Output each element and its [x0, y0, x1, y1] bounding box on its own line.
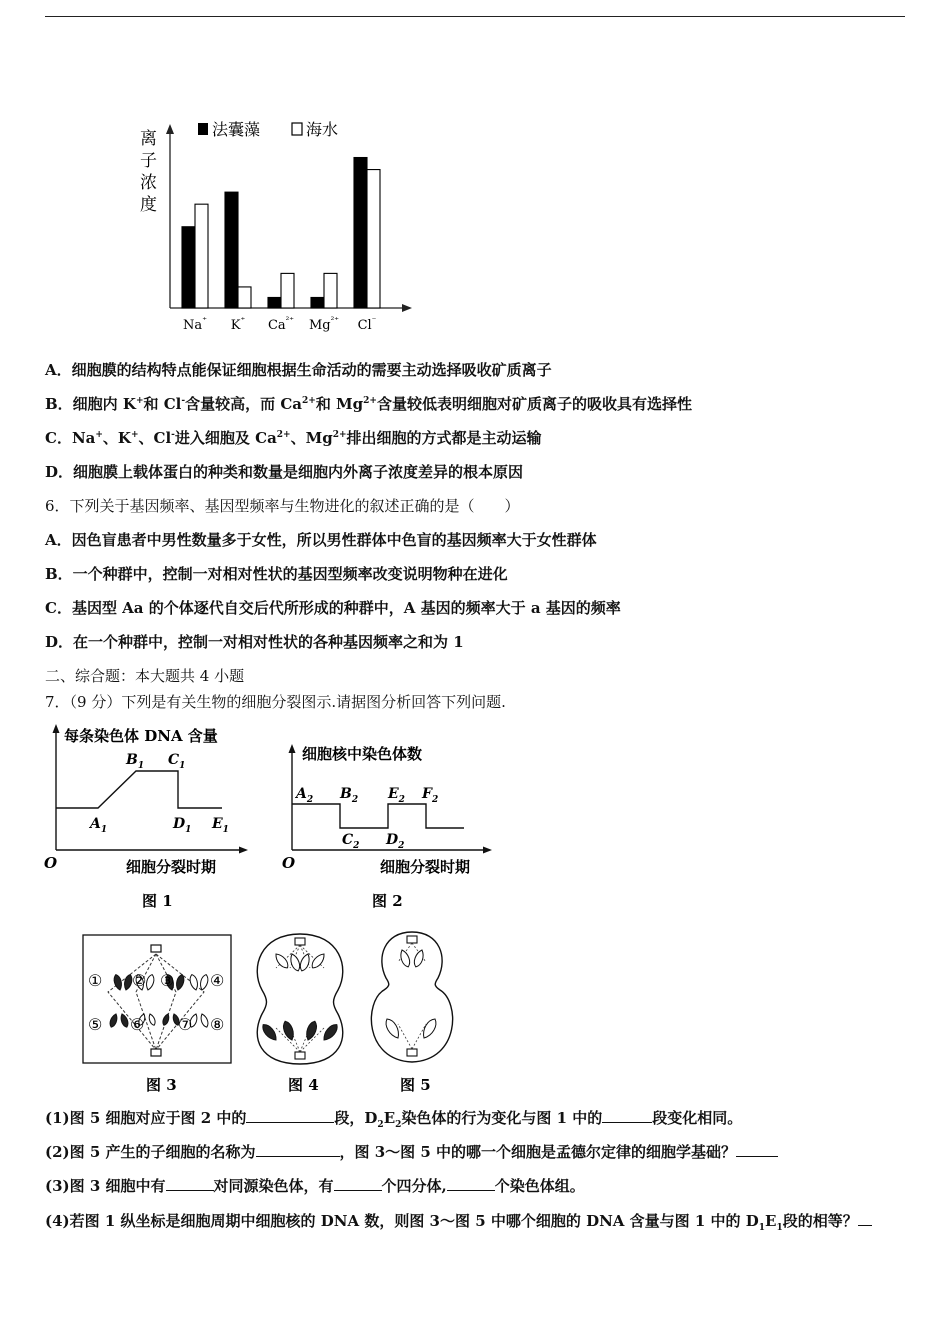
- q5c-sup-3: -: [171, 430, 175, 440]
- point-label: $E_2$: [388, 786, 405, 805]
- q5c-text-1: C．Na: [45, 429, 96, 447]
- q5b-text-5: 含量较低表明细胞对矿质离子的吸收具有选择性: [376, 395, 692, 413]
- q7-1-text-1: (1)图 5 细胞对应于图 2 中的: [45, 1109, 247, 1127]
- q7-1-blank-2[interactable]: [602, 1108, 652, 1123]
- point-label: $C_1$: [168, 752, 186, 771]
- x-tick-label: $Mg^{^{2+}}$: [309, 316, 339, 333]
- q6-option-d: D．在一个种群中，控制一对相对性状的各种基因频率之和为 1: [45, 633, 464, 651]
- chart-x-arrow: [402, 304, 412, 312]
- q5b-text-2: 和 Cl: [143, 395, 182, 413]
- point-label: $D_1$: [173, 816, 192, 835]
- fig2-x-arrow: [483, 847, 492, 854]
- figure-2: [280, 738, 510, 918]
- q7-4-text-2: E: [765, 1212, 777, 1230]
- q7-3-text-4: 个染色体组。: [494, 1177, 585, 1195]
- point-label: $A_1$: [90, 816, 108, 835]
- legend-swatch-filled: [198, 123, 208, 135]
- q7-4-sub-1: 1: [758, 1223, 766, 1233]
- q7-stem: 7．（9 分）下列是有关生物的细胞分裂图示.请据图分析回答下列问题.: [45, 693, 506, 711]
- bar-seawater-4: [367, 170, 380, 308]
- fig2-ylabel: 细胞核中染色体数: [302, 745, 423, 763]
- q7-2-text-2: ，图 3～图 5 中的哪一个细胞是孟德尔定律的细胞学基础？: [339, 1143, 737, 1161]
- figure-1: [40, 718, 260, 918]
- q5c-text-2: 、K: [102, 429, 131, 447]
- fig1-ylabel: 每条染色体 DNA 含量: [64, 727, 218, 745]
- q7-2-blank-1[interactable]: [256, 1142, 340, 1157]
- fig2-y-arrow: [289, 744, 296, 753]
- point-label: $D_2$: [386, 832, 405, 851]
- q5b-text-1: B．细胞内 K: [45, 395, 136, 413]
- fig1-y-arrow: [53, 724, 60, 733]
- fig4-caption: 图 4: [288, 1076, 319, 1094]
- q5c-sup-1: +: [95, 430, 103, 440]
- fig5-centriole-bottom: [407, 1049, 417, 1056]
- q5c-text-3: 、Cl: [138, 429, 172, 447]
- fig2-origin: O: [282, 854, 296, 872]
- legend-label-1: 法囊藻: [212, 120, 261, 139]
- x-tick-label: Na⁺: [183, 316, 207, 333]
- q6-stem: 6．下列关于基因频率、基因型频率与生物进化的叙述正确的是（ ）: [45, 497, 520, 515]
- q6-option-b: B．一个种群中，控制一对相对性状的基因型频率改变说明物种在进化: [45, 565, 508, 583]
- fig1-point-labels: [88, 752, 229, 835]
- q7-3-blank-2[interactable]: [334, 1176, 382, 1191]
- legend-label-2: 海水: [306, 120, 339, 139]
- chart-ylabel: [140, 129, 157, 215]
- fig3-caption: 图 3: [146, 1076, 177, 1094]
- q7-4-sub-2: 1: [776, 1223, 783, 1233]
- fig5-caption: 图 5: [400, 1076, 431, 1094]
- fig4-centriole-top: [295, 938, 305, 945]
- fig4-centriole-bottom: [295, 1052, 305, 1059]
- fig5-centriole-top: [407, 936, 417, 943]
- fig3-centriole-top: [151, 945, 161, 952]
- q7-1-sub-2: 2: [395, 1120, 402, 1130]
- q5b-sup-2: -: [181, 396, 186, 406]
- x-tick-label: Cl⁻: [357, 316, 377, 333]
- chart-x-ticks: [183, 316, 377, 333]
- q5c-text-4: 进入细胞及 Ca: [174, 429, 277, 447]
- chart-ylabel-char: 离: [140, 129, 157, 149]
- q6-option-a: A．因色盲患者中男性数量多于女性，所以男性群体中色盲的基因频率大于女性群体: [45, 531, 597, 549]
- q5b-text-4: 和 Mg: [315, 395, 364, 413]
- q7-part-1: [45, 1108, 742, 1128]
- q5c-text-5: 、Mg: [290, 429, 333, 447]
- fig3-number: ②: [132, 971, 147, 990]
- q5b-sup-4: 2+: [363, 396, 377, 406]
- q7-2-blank-2[interactable]: [736, 1142, 778, 1157]
- q7-3-text-1: (3)图 3 细胞中有: [45, 1177, 166, 1195]
- q7-1-text-2: 段，D: [334, 1109, 378, 1127]
- q7-4-blank-1[interactable]: [858, 1211, 872, 1226]
- bar-alga-2: [268, 297, 281, 308]
- q7-4-text-3: 段的相等？: [782, 1212, 858, 1230]
- fig3-number: ⑦: [178, 1015, 193, 1034]
- point-label: $E_1$: [212, 816, 229, 835]
- q5c-text-6: 排出细胞的方式都是主动运输: [346, 429, 542, 447]
- bar-alga-1: [225, 192, 238, 308]
- q7-1-text-5: 段变化相同。: [652, 1109, 743, 1127]
- bar-alga-3: [311, 297, 324, 308]
- fig3-number: ⑥: [130, 1015, 145, 1034]
- fig3-centriole-bottom: [151, 1049, 161, 1056]
- q7-1-sub-1: 2: [377, 1120, 384, 1130]
- ion-concentration-chart: [130, 110, 430, 340]
- fig4-cell-outline: [257, 934, 343, 1064]
- bar-seawater-3: [324, 273, 337, 308]
- fig1-x-arrow: [239, 847, 248, 854]
- chart-bars: [182, 158, 380, 308]
- point-label: $B_2$: [340, 786, 359, 805]
- q5b-sup-1: +: [135, 396, 144, 406]
- q5b-sup-3: 2+: [302, 396, 316, 406]
- fig1-origin: O: [44, 854, 58, 872]
- fig1-curve: [56, 771, 222, 808]
- q5c-sup-4: 2+: [276, 430, 291, 440]
- fig3-number: ④: [210, 971, 225, 990]
- q7-1-text-3: E: [383, 1109, 396, 1127]
- bar-alga-0: [182, 227, 195, 308]
- fig2-caption: 图 2: [372, 892, 403, 910]
- fig1-caption: 图 1: [142, 892, 173, 910]
- bar-alga-4: [354, 158, 367, 308]
- q7-3-text-2: 对同源染色体，有: [213, 1177, 334, 1195]
- q7-part-4: [45, 1211, 872, 1231]
- q7-1-text-4: 染色体的行为变化与图 1 中的: [401, 1109, 603, 1127]
- q5b-text-3: 含量较高，而 Ca: [185, 395, 302, 413]
- q7-part-3: [45, 1176, 585, 1196]
- q5c-sup-2: +: [130, 430, 139, 440]
- point-label: $B_1$: [126, 752, 145, 771]
- chart-ylabel-char: 子: [140, 151, 157, 171]
- q7-1-blank-1[interactable]: [246, 1108, 334, 1123]
- q5-option-b: [45, 394, 692, 414]
- legend-swatch-empty: [292, 123, 302, 135]
- q7-2-text-1: (2)图 5 产生的子细胞的名称为: [45, 1143, 256, 1161]
- fig3-number: ③: [160, 971, 175, 990]
- q5c-sup-5: 2+: [332, 430, 347, 440]
- chart-ylabel-char: 浓: [140, 173, 157, 193]
- point-label: $C_2$: [342, 832, 360, 851]
- bar-seawater-0: [195, 204, 208, 308]
- q6-option-c: C．基因型 Aa 的个体逐代自交后代所形成的种群中，A 基因的频率大于 a 基因的频率: [45, 599, 621, 617]
- fig1-xlabel: 细胞分裂时期: [126, 858, 217, 876]
- fig3-number: ⑤: [88, 1015, 103, 1034]
- point-label: $F_2$: [422, 786, 439, 805]
- q5-option-c: [45, 428, 542, 448]
- chart-y-arrow: [166, 124, 174, 134]
- point-label: $A_2$: [296, 786, 314, 805]
- bar-seawater-2: [281, 273, 294, 308]
- header-rule: [45, 16, 905, 17]
- q5-option-a: A．细胞膜的结构特点能保证细胞根据生命活动的需要主动选择吸收矿质离子: [45, 361, 552, 379]
- q7-3-blank-3[interactable]: [447, 1176, 495, 1191]
- q7-part-2: [45, 1142, 778, 1162]
- figure-4: [250, 928, 350, 1096]
- q7-3-text-3: 个四分体,: [381, 1177, 447, 1195]
- figure-3: [80, 932, 238, 1096]
- figure-5: [362, 928, 462, 1096]
- fig3-number: ⑧: [210, 1015, 225, 1034]
- fig5-cell-outline: [371, 932, 452, 1062]
- q7-4-text-1: (4)若图 1 纵坐标是细胞周期中细胞核的 DNA 数，则图 3～图 5 中哪个细胞的 DNA 含量与图 1 中的 D: [45, 1212, 759, 1230]
- q5-option-d: D．细胞膜上载体蛋白的种类和数量是细胞内外离子浓度差异的根本原因: [45, 463, 524, 481]
- section-2-heading: 二、综合题：本大题共 4 小题: [45, 667, 245, 685]
- fig3-number: ①: [88, 971, 103, 990]
- bar-seawater-1: [238, 287, 251, 308]
- fig2-xlabel: 细胞分裂时期: [380, 858, 471, 876]
- fig2-point-labels: [294, 786, 438, 851]
- fig2-curve: [292, 804, 464, 828]
- q7-3-blank-1[interactable]: [166, 1176, 214, 1191]
- x-tick-label: K⁺: [230, 316, 246, 333]
- chart-ylabel-char: 度: [140, 195, 157, 215]
- x-tick-label: $Ca^{^{2+}}$: [267, 316, 295, 333]
